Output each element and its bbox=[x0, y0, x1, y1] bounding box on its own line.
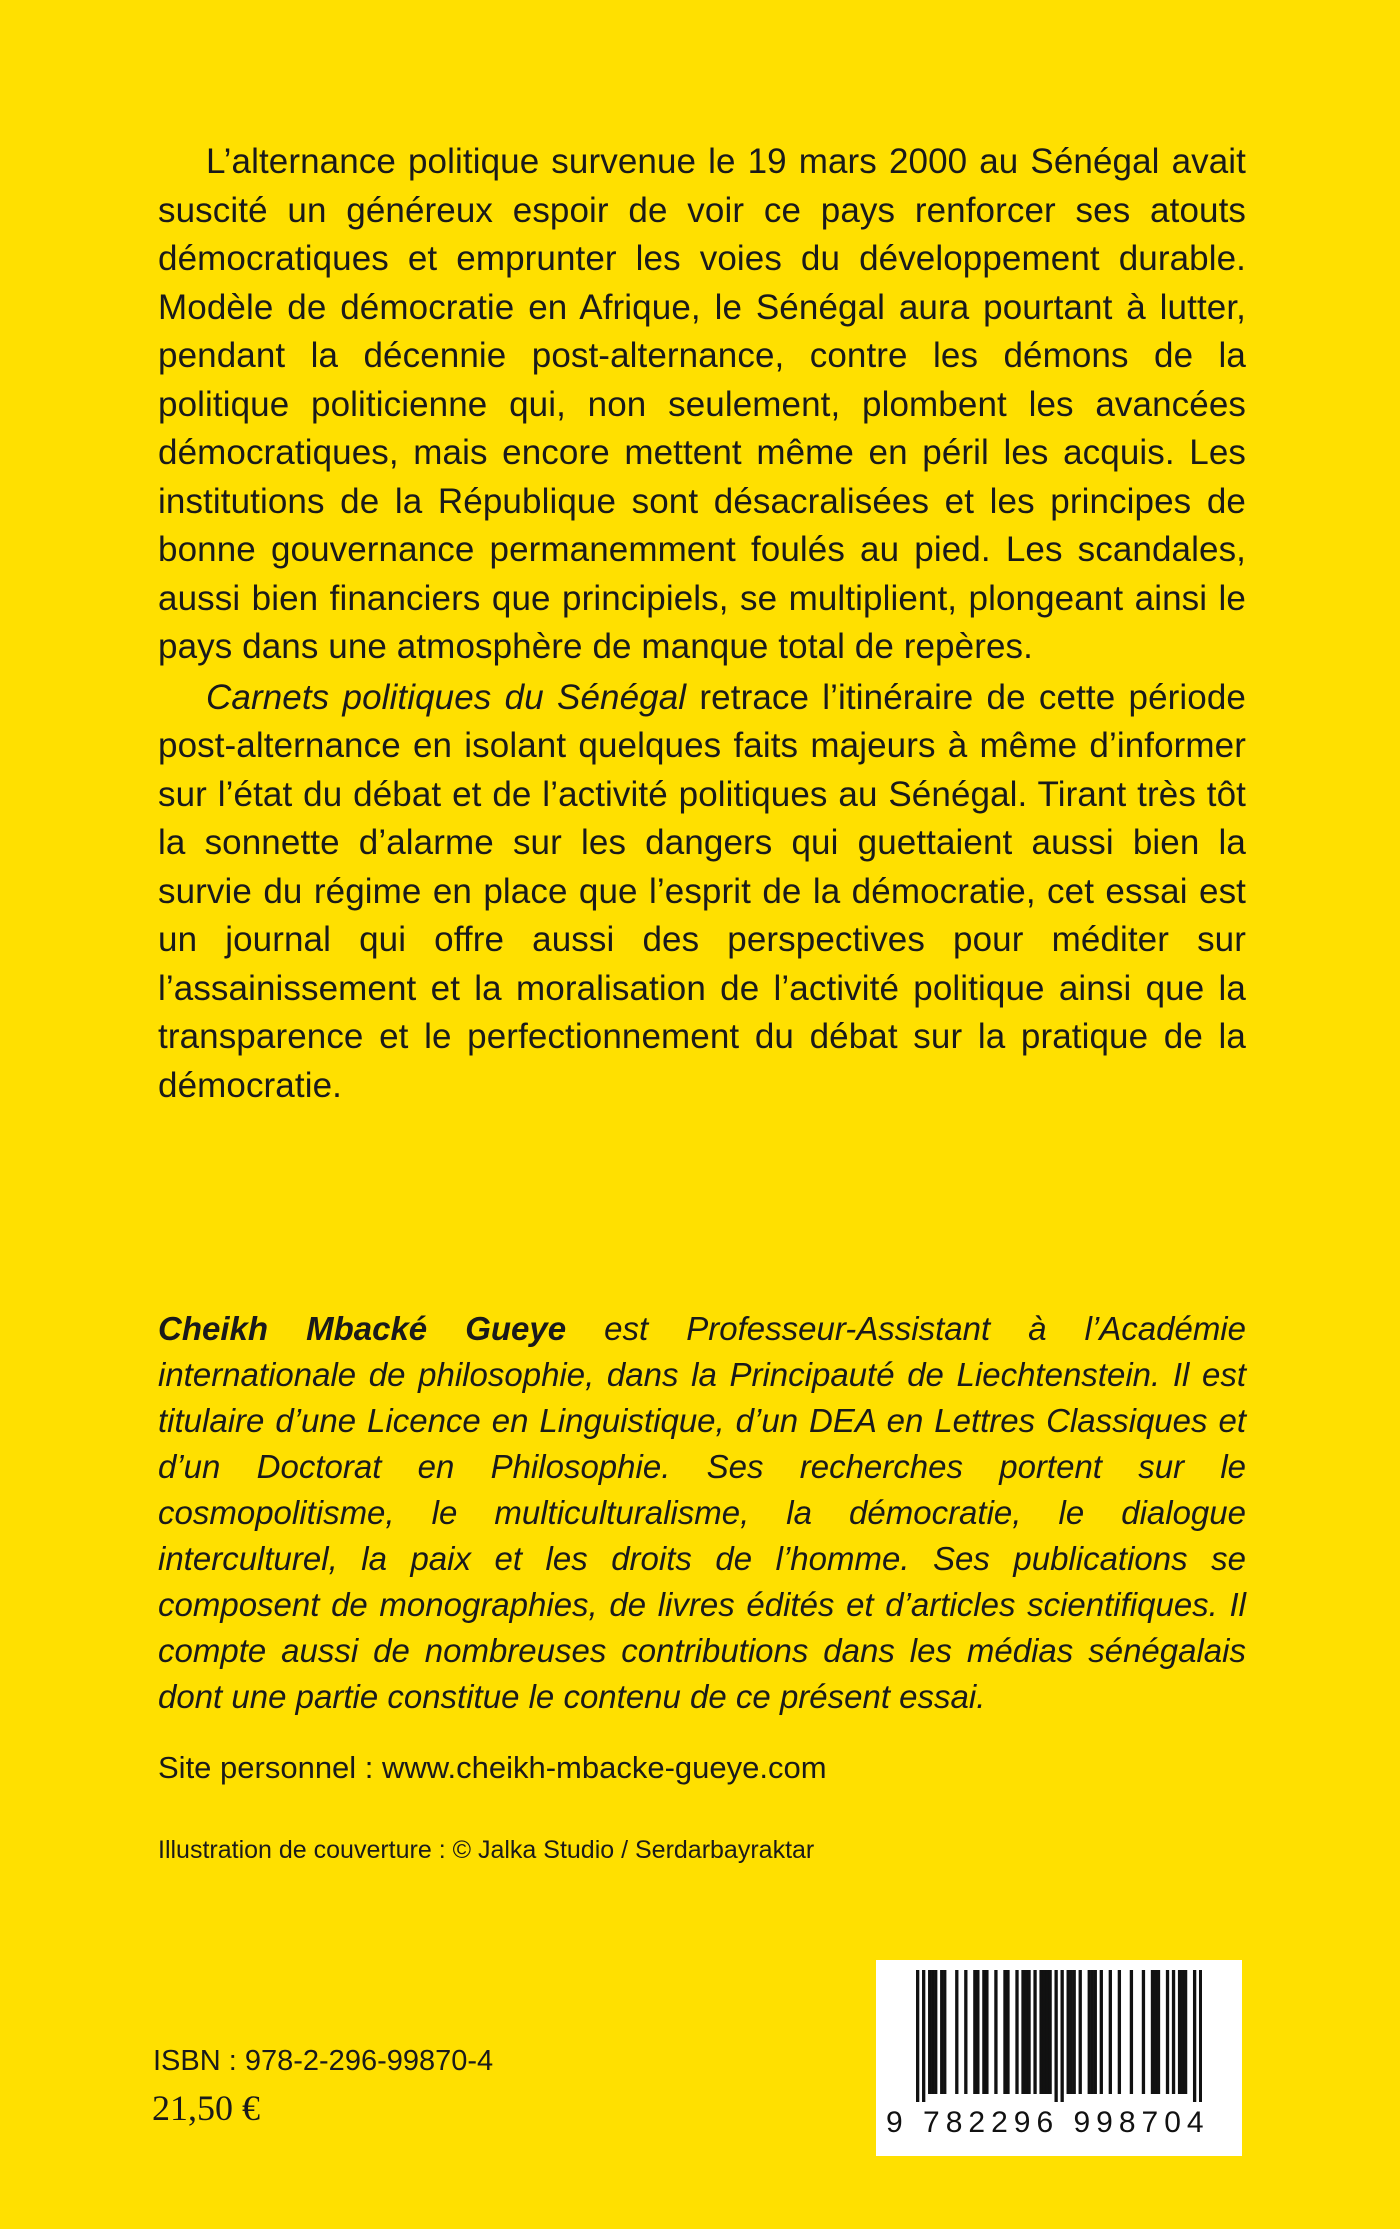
barcode-bar bbox=[928, 1970, 931, 2094]
barcode-bar bbox=[916, 1970, 919, 2102]
barcode-bar bbox=[943, 1970, 946, 2094]
barcode-bar bbox=[1015, 1970, 1018, 2094]
barcode-bar bbox=[1181, 1970, 1184, 2094]
isbn: ISBN : 978-2-296-99870-4 bbox=[153, 2045, 494, 2077]
barcode-bar bbox=[1094, 1970, 1097, 2094]
barcode-bar bbox=[940, 1970, 943, 2094]
barcode-bar bbox=[1048, 1970, 1051, 2094]
barcode-bars bbox=[916, 1970, 1202, 2102]
barcode-bar bbox=[982, 1970, 985, 2094]
book-title: Carnets politiques du Sénégal bbox=[206, 677, 687, 717]
barcode-bar bbox=[1061, 1970, 1064, 2102]
barcode-bar bbox=[1193, 1970, 1196, 2102]
barcode-bar bbox=[1166, 1970, 1169, 2094]
illustration-credit: Illustration de couverture : © Jalka Studio / Serdarbayraktar bbox=[158, 1836, 815, 1864]
barcode-bar bbox=[1130, 1970, 1133, 2094]
author-bio bbox=[158, 1306, 1246, 1720]
barcode-bar bbox=[1091, 1970, 1094, 2094]
barcode-bar bbox=[922, 1970, 925, 2102]
barcode-bar bbox=[1006, 1970, 1009, 2094]
barcode-bar bbox=[1079, 1970, 1082, 2094]
barcode-bar bbox=[976, 1970, 979, 2094]
barcode-bar bbox=[973, 1970, 976, 2094]
barcode-bar bbox=[1088, 1970, 1091, 2094]
barcode-bar bbox=[1067, 1970, 1070, 2094]
barcode-bar bbox=[1027, 1970, 1030, 2094]
barcode-bar bbox=[1154, 1970, 1157, 2094]
barcode-bar bbox=[1142, 1970, 1145, 2094]
barcode-bar bbox=[1073, 1970, 1076, 2094]
price: 21,50 € bbox=[152, 2088, 260, 2128]
barcode-bar bbox=[1118, 1970, 1121, 2094]
barcode-bar bbox=[1045, 1970, 1048, 2094]
barcode-bar bbox=[1042, 1970, 1045, 2094]
barcode-bar bbox=[1039, 1970, 1042, 2094]
barcode-bar bbox=[934, 1970, 937, 2094]
barcode-bar bbox=[1109, 1970, 1112, 2094]
blurb-paragraph-2-text: retrace l’itinéraire de cette période post-alternance en isolant quelques faits majeurs à même d’informer sur l’état du débat et de l’activité politiques au Sénégal. Tirant très tôt la sonnette d’alarme sur les dangers qui guettaient aussi bien la survie du régime en place que l’esprit de la démocratie, cet essai est un journal qui offre aussi des perspectives pour méditer sur l’assainissement et la moralisation de l’activité politique ainsi que la transparence et le perfectionnement du débat sur la pratique de la démocratie. bbox=[158, 677, 1246, 1105]
barcode-bar bbox=[1033, 1970, 1036, 2094]
barcode-bar bbox=[1157, 1970, 1160, 2094]
barcode-digits: 9 782296 998704 bbox=[886, 2106, 1210, 2139]
barcode-bar bbox=[1003, 1970, 1006, 2094]
barcode-bar bbox=[1024, 1970, 1027, 2094]
blurb-paragraph-1: L’alternance politique survenue le 19 mars 2000 au Sénégal avait suscité un généreux espoir de voir ce pays renforcer ses atouts démocratiques et emprunter les voies du développement durable. Modèle de démocratie en Afrique, le Sénégal aura pourtant à lutter, pendant la décennie post-alternance, contre les démons de la politique politicienne qui, non seulement, plombent les avancées démocratiques, mais encore mettent même en péril les acquis. Les institutions de la République sont désacralisées et les principes de bonne gouvernance permanemment foulés au pied. Les scandales, aussi bien financiers que principiels, se multiplient, plongeant ainsi le pays dans une atmosphère de manque total de repères. bbox=[158, 142, 1246, 666]
barcode-bar bbox=[964, 1970, 967, 2094]
barcode-bar bbox=[1070, 1970, 1073, 2094]
barcode-bar bbox=[1178, 1970, 1181, 2094]
author-bio-text: est Professeur-Assistant à l’Académie internationale de philosophie, dans la Principauté de Liechtenstein. Il est titulaire d’une Licence en Linguistique, d’un DEA en Lettres Classiques et d’un Doctorat en Philosophie. Ses recherches portent sur le cosmopolitisme, le multiculturalisme, la démocratie, le dialogue interculturel, la paix et les droits de l’homme. Ses publications se composent de monographies, de livres édités et d’articles scientifiques. Il compte aussi de nombreuses contributions dans les médias sénégalais dont une partie constitue le contenu de ce présent essai. bbox=[158, 1310, 1246, 1715]
barcode-bar bbox=[1021, 1970, 1024, 2094]
author-name: Cheikh Mbacké Gueye bbox=[158, 1310, 567, 1347]
barcode-bar bbox=[985, 1970, 988, 2094]
blurb bbox=[158, 138, 1246, 1110]
barcode-bar bbox=[1184, 1970, 1187, 2094]
blurb-paragraph-2 bbox=[158, 674, 1246, 1111]
barcode-bar bbox=[994, 1970, 997, 2094]
barcode-bar bbox=[1054, 1970, 1057, 2102]
barcode-bar bbox=[955, 1970, 958, 2094]
personal-site: Site personnel : www.cheikh-mbacke-gueye.com bbox=[158, 1750, 827, 1785]
barcode bbox=[876, 1960, 1242, 2156]
barcode-bar bbox=[1100, 1970, 1103, 2094]
barcode-bar bbox=[931, 1970, 934, 2094]
barcode-bar bbox=[1199, 1970, 1202, 2102]
barcode-bar bbox=[1151, 1970, 1154, 2094]
barcode-bar bbox=[1172, 1970, 1175, 2094]
